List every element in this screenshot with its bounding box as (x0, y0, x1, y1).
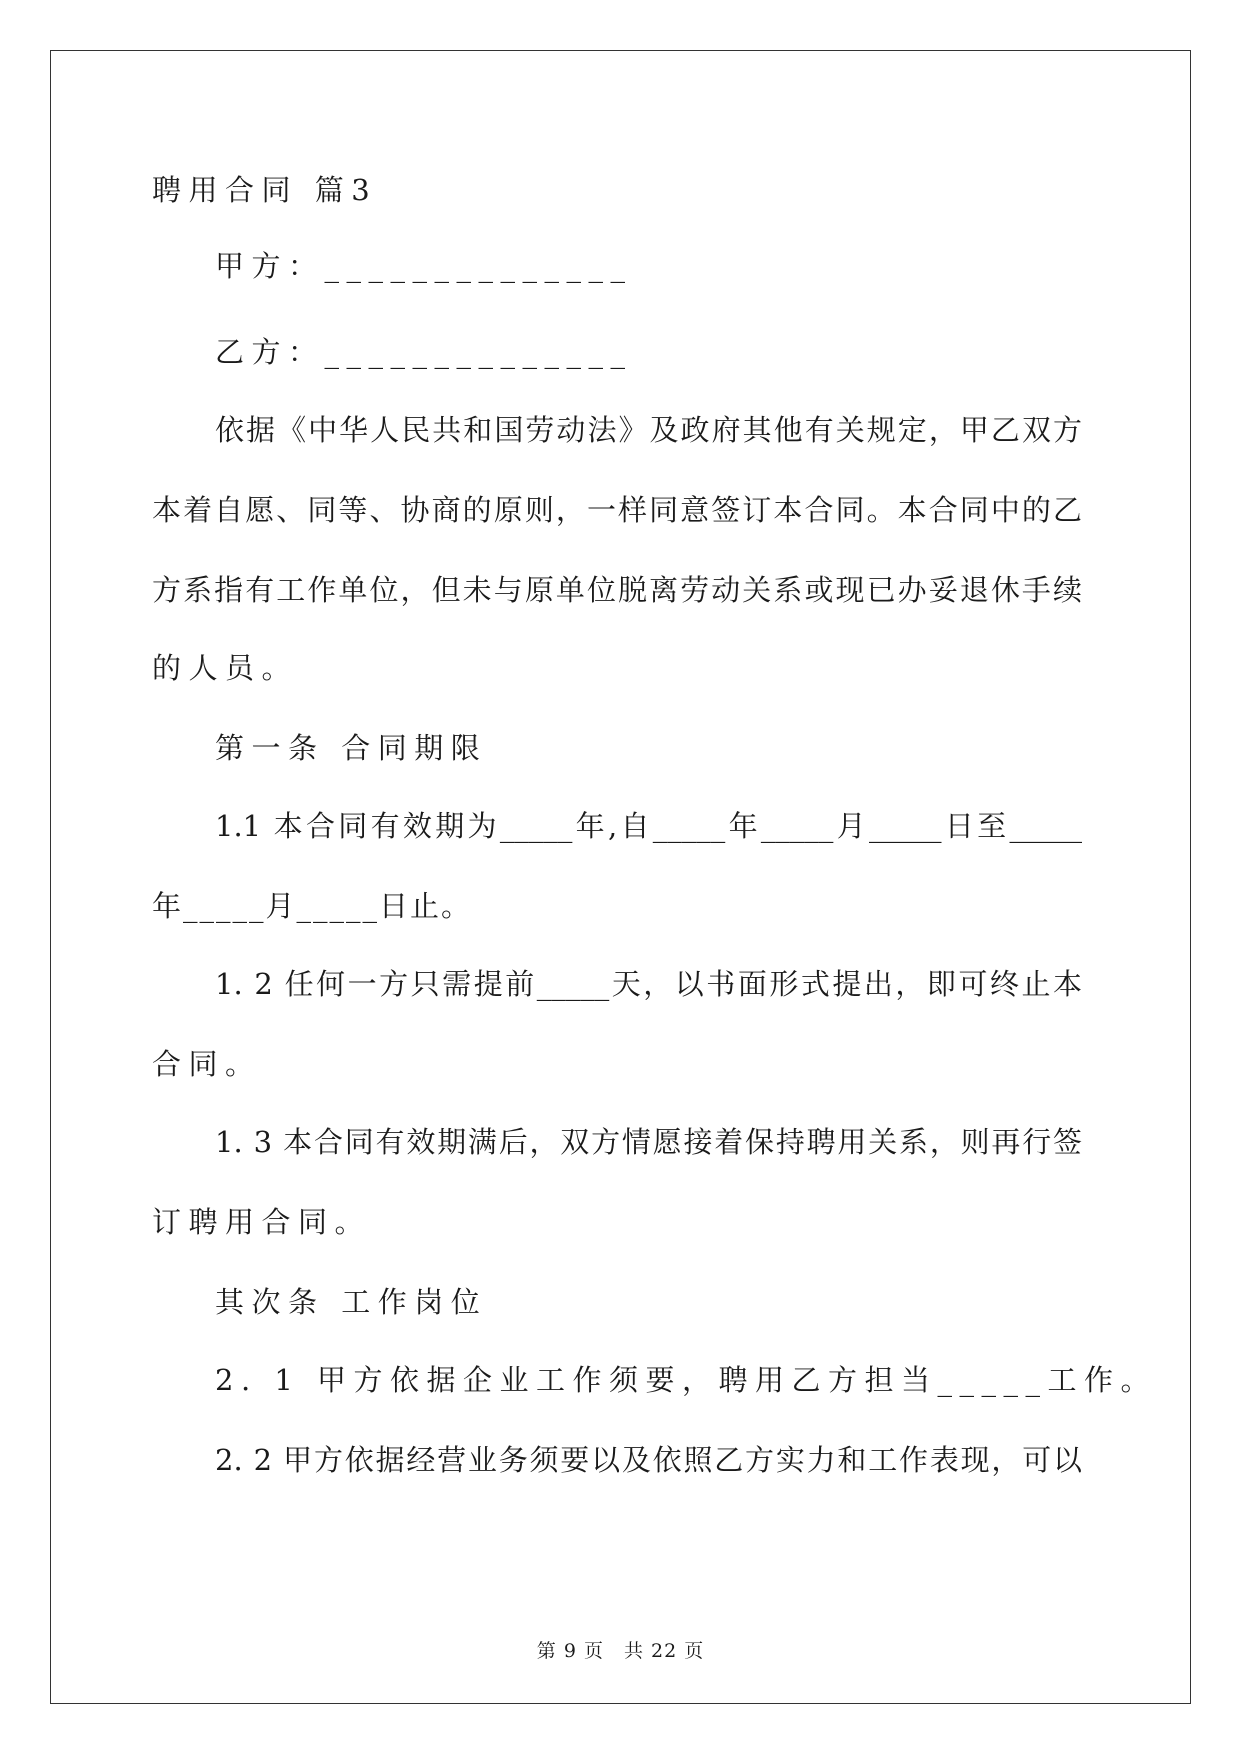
clause-2-1: 2. 1 甲方依据企业工作须要，聘用乙方担当_____工作。 (215, 1363, 1158, 1397)
intro-line-3: 方系指有工作单位，但未与原单位脱离劳动关系或现已办妥退休手续 (152, 573, 1082, 607)
article-1-heading: 第一条 合同期限 (215, 731, 488, 765)
clause-1-1-line-1: 1.1 本合同有效期为_____年,自_____年_____月_____日至_____ (215, 809, 1082, 843)
intro-line-4: 的人员。 (152, 651, 299, 685)
document-title: 聘用合同 篇3 (152, 173, 378, 207)
clause-1-3-line-1: 1. 3 本合同有效期满后，双方情愿接着保持聘用关系，则再行签 (215, 1125, 1082, 1159)
page-number-footer: 第 9 页 共 22 页 (536, 1640, 705, 1662)
article-2-heading: 其次条 工作岗位 (215, 1285, 488, 1319)
party-a-line: 甲方：______________ (215, 249, 633, 283)
clause-2-2-line-1: 2. 2 甲方依据经营业务须要以及依照乙方实力和工作表现，可以 (215, 1443, 1082, 1477)
clause-1-1-line-2: 年_____月_____日止。 (152, 889, 473, 923)
clause-1-2-line-2: 合同。 (152, 1047, 262, 1081)
clause-1-2-line-1: 1. 2 任何一方只需提前_____天，以书面形式提出，即可终止本 (215, 967, 1082, 1001)
intro-line-1: 依据《中华人民共和国劳动法》及政府其他有关规定，甲乙双方 (215, 413, 1082, 447)
clause-1-3-line-2: 订聘用合同。 (152, 1205, 372, 1239)
intro-line-2: 本着自愿、同等、协商的原则，一样同意签订本合同。本合同中的乙 (152, 493, 1082, 527)
party-b-line: 乙方：______________ (215, 335, 633, 369)
